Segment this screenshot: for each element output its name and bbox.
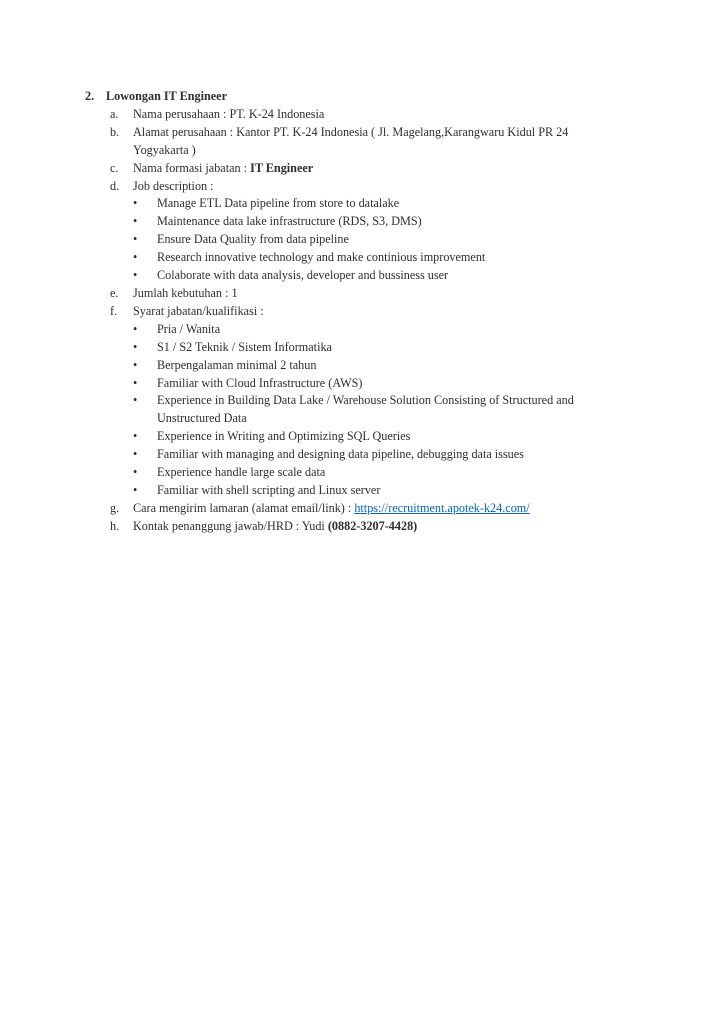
item-e-letter: e. bbox=[110, 285, 119, 300]
bullet-icon: • bbox=[133, 268, 138, 283]
job-desc-bullet-4 bbox=[133, 249, 645, 267]
item-c-text bbox=[133, 160, 645, 178]
qualification-bullet-4-text: Familiar with Cloud Infrastructure (AWS) bbox=[157, 375, 363, 390]
bullet-icon: • bbox=[133, 250, 138, 265]
job-desc-bullet-3 bbox=[133, 231, 645, 249]
job-desc-bullet-2 bbox=[133, 213, 645, 231]
qualification-bullet-8-text: Experience handle large scale data bbox=[157, 465, 326, 480]
bullet-icon: • bbox=[133, 429, 138, 444]
bullet-icon: • bbox=[133, 375, 138, 390]
qualification-bullet-6-text: Experience in Writing and Optimizing SQL Queries bbox=[157, 429, 411, 444]
bullet-icon: • bbox=[133, 214, 138, 229]
item-c bbox=[85, 160, 645, 178]
item-d-letter: d. bbox=[110, 178, 120, 193]
bullet-icon: • bbox=[133, 357, 138, 372]
bullet-icon: • bbox=[133, 232, 138, 247]
bullet-icon: • bbox=[133, 196, 138, 211]
item-f-body bbox=[133, 303, 645, 500]
bullet-icon: • bbox=[133, 321, 138, 336]
document-content bbox=[85, 88, 645, 536]
item-g-text bbox=[133, 500, 645, 518]
item-b-line-2: Yogyakarta ) bbox=[133, 142, 196, 157]
bullet-icon: • bbox=[133, 482, 138, 497]
qualification-bullet-7 bbox=[133, 446, 645, 464]
item-e bbox=[85, 285, 645, 303]
bullet-icon: • bbox=[133, 393, 138, 408]
item-c-label: Nama formasi jabatan : bbox=[133, 160, 251, 175]
item-d-body bbox=[133, 178, 645, 285]
hrd-phone-number: (0882-3207-4428) bbox=[327, 518, 418, 533]
job-desc-bullet-5-text: Colaborate with data analysis, developer and bussiness user bbox=[157, 268, 449, 283]
job-desc-bullet-4-text: Research innovative technology and make continious improvement bbox=[157, 250, 486, 265]
item-g-label: Cara mengirim lamaran (alamat email/link) : bbox=[133, 500, 355, 515]
item-d bbox=[85, 178, 645, 285]
item-a bbox=[85, 106, 645, 124]
item-g bbox=[85, 500, 645, 518]
item-f-letter: f. bbox=[110, 303, 118, 318]
qualification-bullet-8 bbox=[133, 464, 645, 482]
qualification-bullet-7-text: Familiar with managing and designing data pipeline, debugging data issues bbox=[157, 447, 524, 462]
qualification-bullet-3 bbox=[133, 357, 645, 375]
recruitment-link[interactable]: https://recruitment.apotek-k24.com/ bbox=[354, 500, 530, 515]
bullet-icon: • bbox=[133, 447, 138, 462]
item-a-letter: a. bbox=[110, 106, 119, 121]
item-b-text bbox=[133, 124, 645, 160]
item-b-letter: b. bbox=[110, 124, 120, 139]
item-h bbox=[85, 518, 645, 536]
qualification-bullet-5-line-1: Experience in Building Data Lake / Warehouse Solution Consisting of Structured and bbox=[157, 393, 574, 408]
qualification-bullet-1-text: Pria / Wanita bbox=[157, 321, 221, 336]
item-b bbox=[85, 124, 645, 160]
qualification-bullet-2-text: S1 / S2 Teknik / Sistem Informatika bbox=[157, 339, 332, 354]
qualification-bullet-5-line-2: Unstructured Data bbox=[157, 411, 247, 426]
item-e-text: Jumlah kebutuhan : 1 bbox=[133, 285, 238, 300]
qualification-bullet-9-text: Familiar with shell scripting and Linux server bbox=[157, 482, 381, 497]
qualification-bullet-5-text bbox=[157, 392, 645, 428]
job-desc-bullet-1-text: Manage ETL Data pipeline from store to datalake bbox=[157, 196, 400, 211]
item-h-text bbox=[133, 518, 645, 536]
bullet-icon: • bbox=[133, 465, 138, 480]
qualification-bullet-3-text: Berpengalaman minimal 2 tahun bbox=[157, 357, 317, 372]
item-d-text: Job description : bbox=[133, 178, 214, 193]
item-b-line-1: Alamat perusahaan : Kantor PT. K-24 Indonesia ( Jl. Magelang,Karangwaru Kidul PR 24 bbox=[133, 124, 569, 139]
job-desc-bullet-2-text: Maintenance data lake infrastructure (RDS, S3, DMS) bbox=[157, 214, 422, 229]
item-h-letter: h. bbox=[110, 518, 120, 533]
qualification-bullet-4 bbox=[133, 375, 645, 393]
item-c-letter: c. bbox=[110, 160, 119, 175]
section-title: Lowongan IT Engineer bbox=[106, 89, 227, 103]
item-g-letter: g. bbox=[110, 500, 120, 515]
job-desc-bullet-5 bbox=[133, 267, 645, 285]
item-f-text: Syarat jabatan/kualifikasi : bbox=[133, 303, 264, 318]
qualification-bullet-1 bbox=[133, 321, 645, 339]
job-desc-bullet-1 bbox=[133, 195, 645, 213]
qualification-bullet-2 bbox=[133, 339, 645, 357]
qualification-bullet-5 bbox=[133, 392, 645, 428]
qualification-bullet-6 bbox=[133, 428, 645, 446]
item-c-value: IT Engineer bbox=[250, 160, 314, 175]
qualification-bullet-9 bbox=[133, 482, 645, 500]
section-heading bbox=[85, 88, 645, 106]
item-f bbox=[85, 303, 645, 500]
item-a-text: Nama perusahaan : PT. K-24 Indonesia bbox=[133, 106, 325, 121]
job-desc-bullet-3-text: Ensure Data Quality from data pipeline bbox=[157, 232, 349, 247]
item-h-label: Kontak penanggung jawab/HRD : Yudi bbox=[133, 518, 328, 533]
section-number: 2. bbox=[85, 89, 95, 103]
bullet-icon: • bbox=[133, 339, 138, 354]
